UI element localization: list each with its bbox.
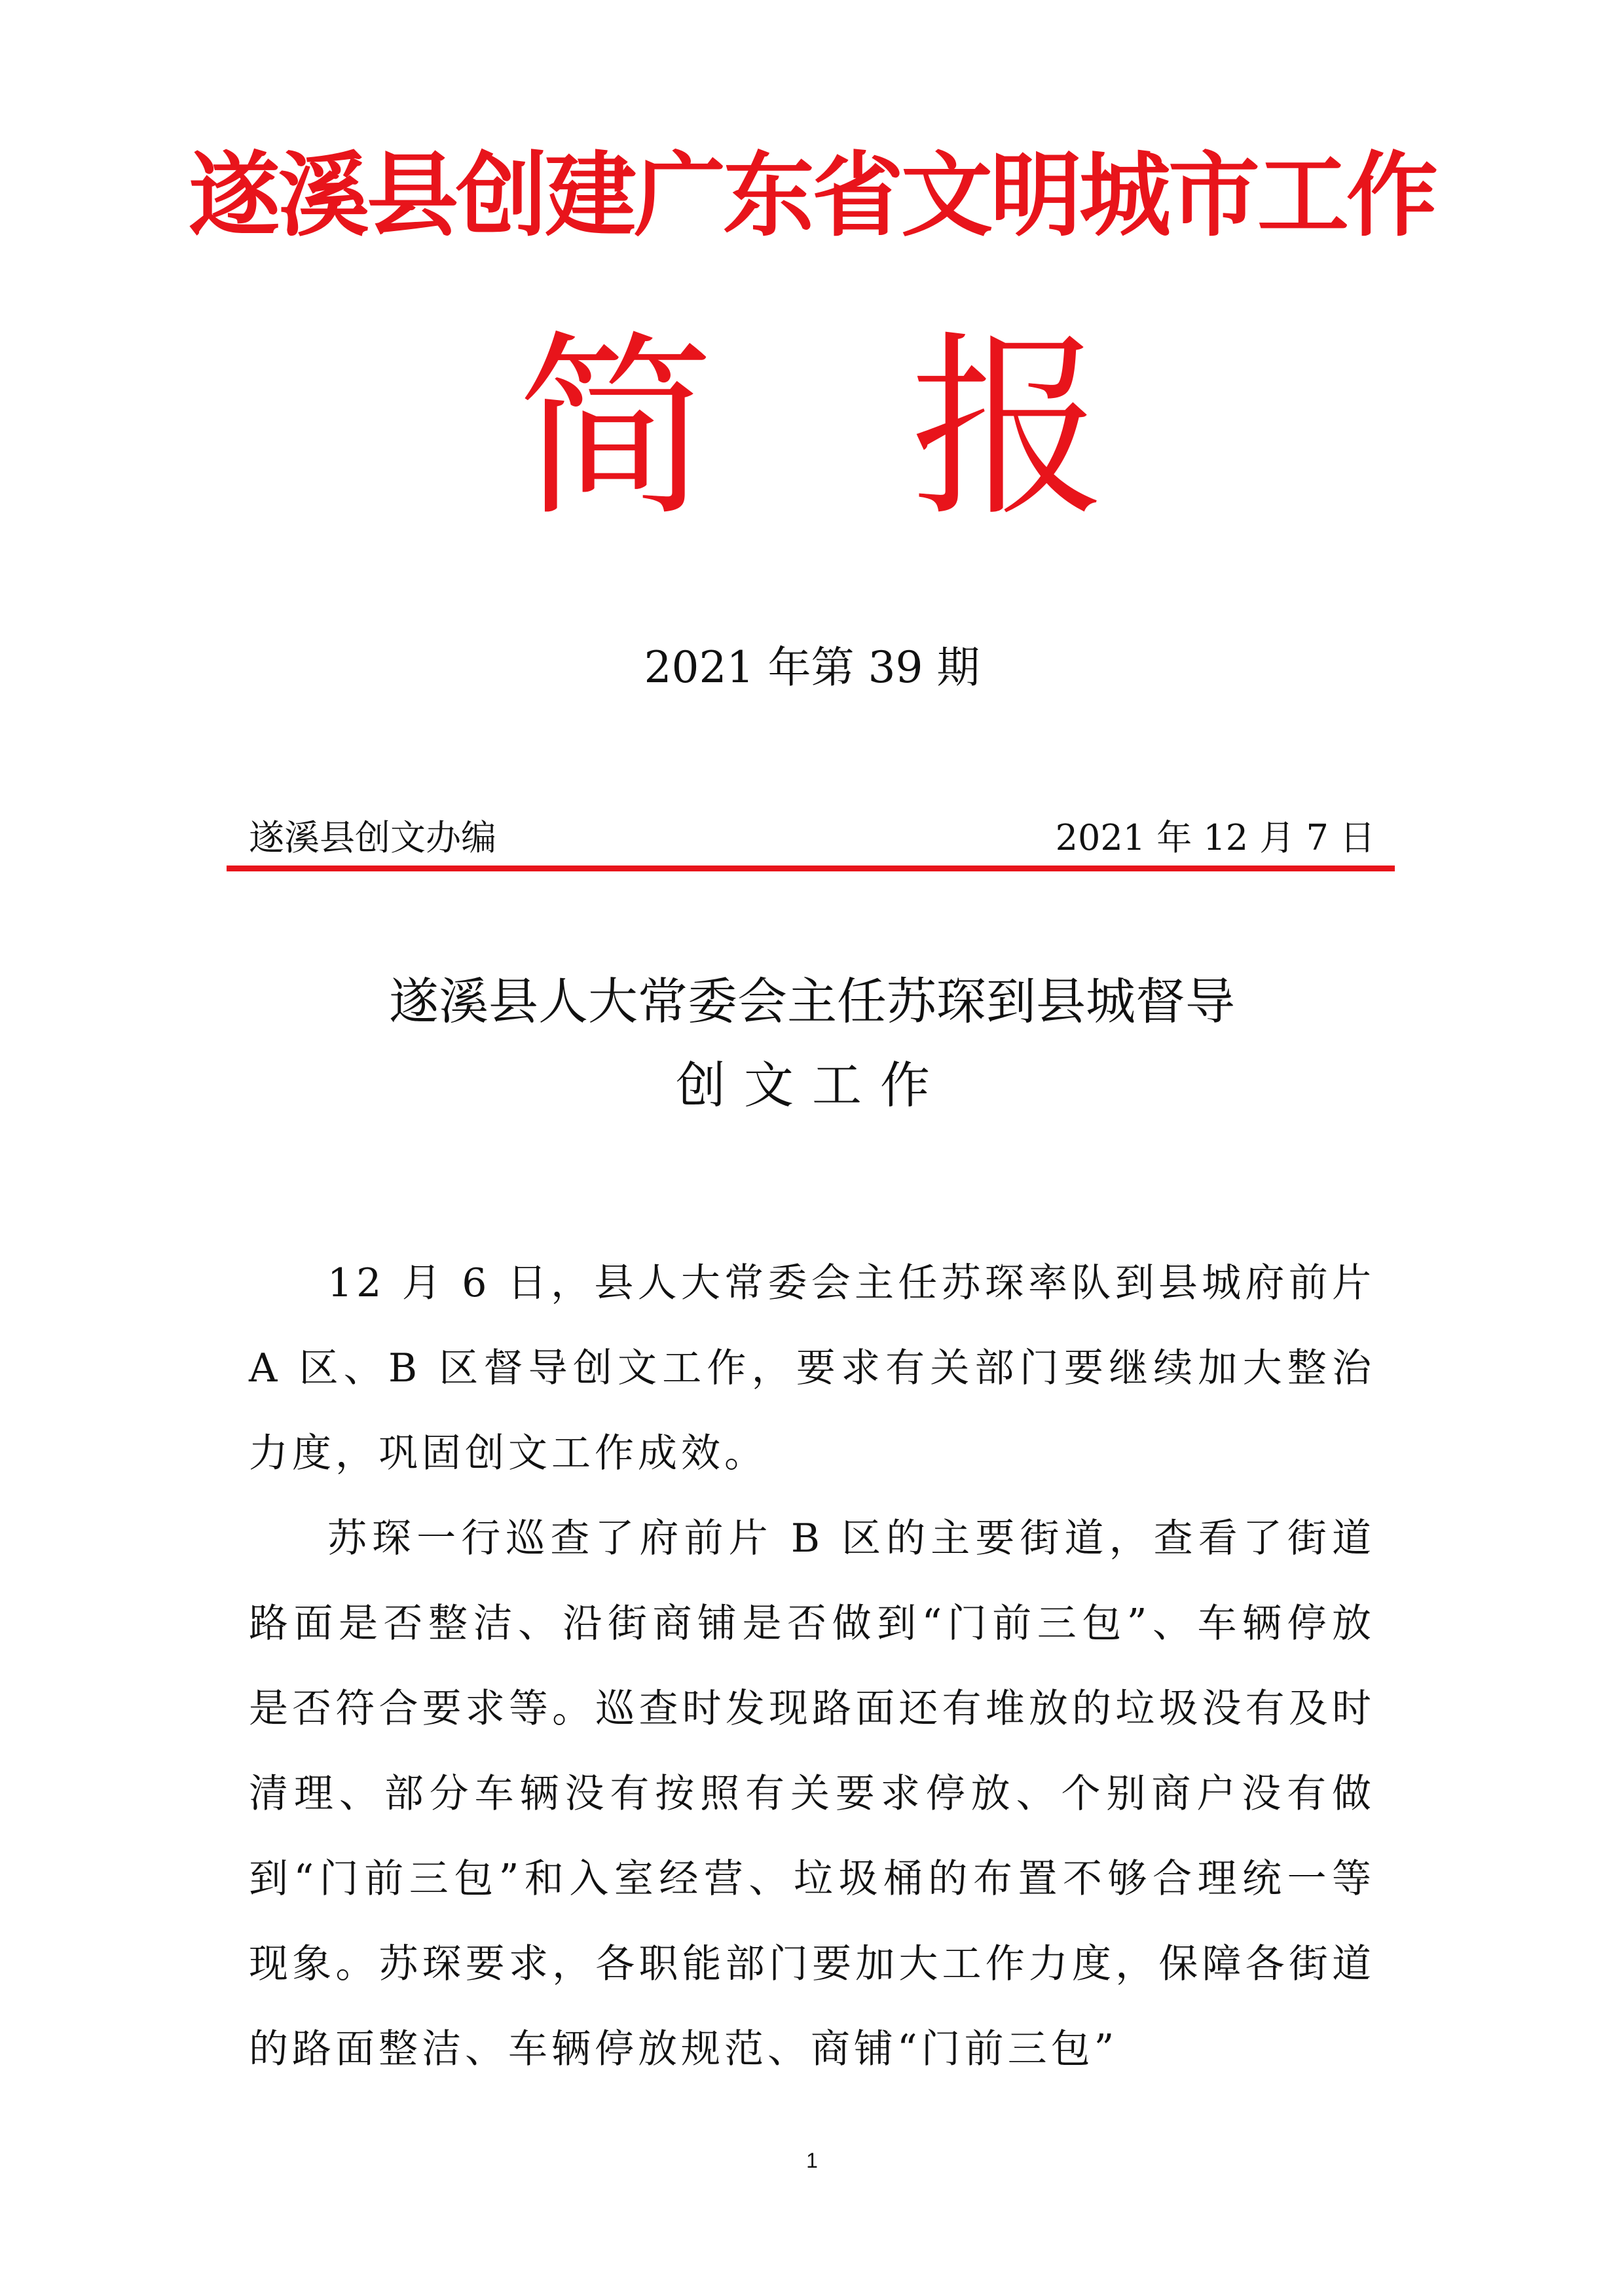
headline-line-2: 创文工作 [676, 1056, 948, 1114]
red-divider [227, 866, 1395, 871]
page-number: 1 [806, 2149, 818, 2172]
masthead-title: 遂溪县创建广东省文明城市工作 [188, 143, 1435, 249]
publish-date: 2021 年 12 月 7 日 [1055, 817, 1375, 858]
editor-line: 遂溪县创文办编 [249, 817, 496, 858]
masthead-char-bao: 报 [910, 314, 1107, 543]
article-headline [0, 966, 1624, 1121]
masthead-char-jian: 简 [517, 314, 714, 543]
article-body [249, 1241, 1375, 2092]
headline-line-1: 遂溪县人大常委会主任苏琛到县城督导 [389, 972, 1235, 1030]
issue-number: 2021 年第 39 期 [644, 642, 980, 693]
masthead-bulletin-label [0, 314, 1624, 543]
body-paragraph-2: 苏琛一行巡查了府前片 B 区的主要街道，查看了街道路面是否整洁、沿街商铺是否做到“门前三包”、车辆停放是否符合要求等。巡查时发现路面还有堆放的垃圾没有及时清理、部分车辆没有按照有关要求停放、个别商户没有做到“门前三包”和入室经营、垃圾桶的布置不够合理统一等现象。苏琛要求，各职能部门要加大工作力度，保障各街道的路面整洁、车辆停放规范、商铺“门前三包” [249, 1516, 1375, 2072]
meta-row [249, 812, 1375, 864]
body-paragraph-1: 12 月 6 日，县人大常委会主任苏琛率队到县城府前片 A 区、B 区督导创文工作，要求有关部门要继续加大整治力度，巩固创文工作成效。 [249, 1260, 1375, 1476]
